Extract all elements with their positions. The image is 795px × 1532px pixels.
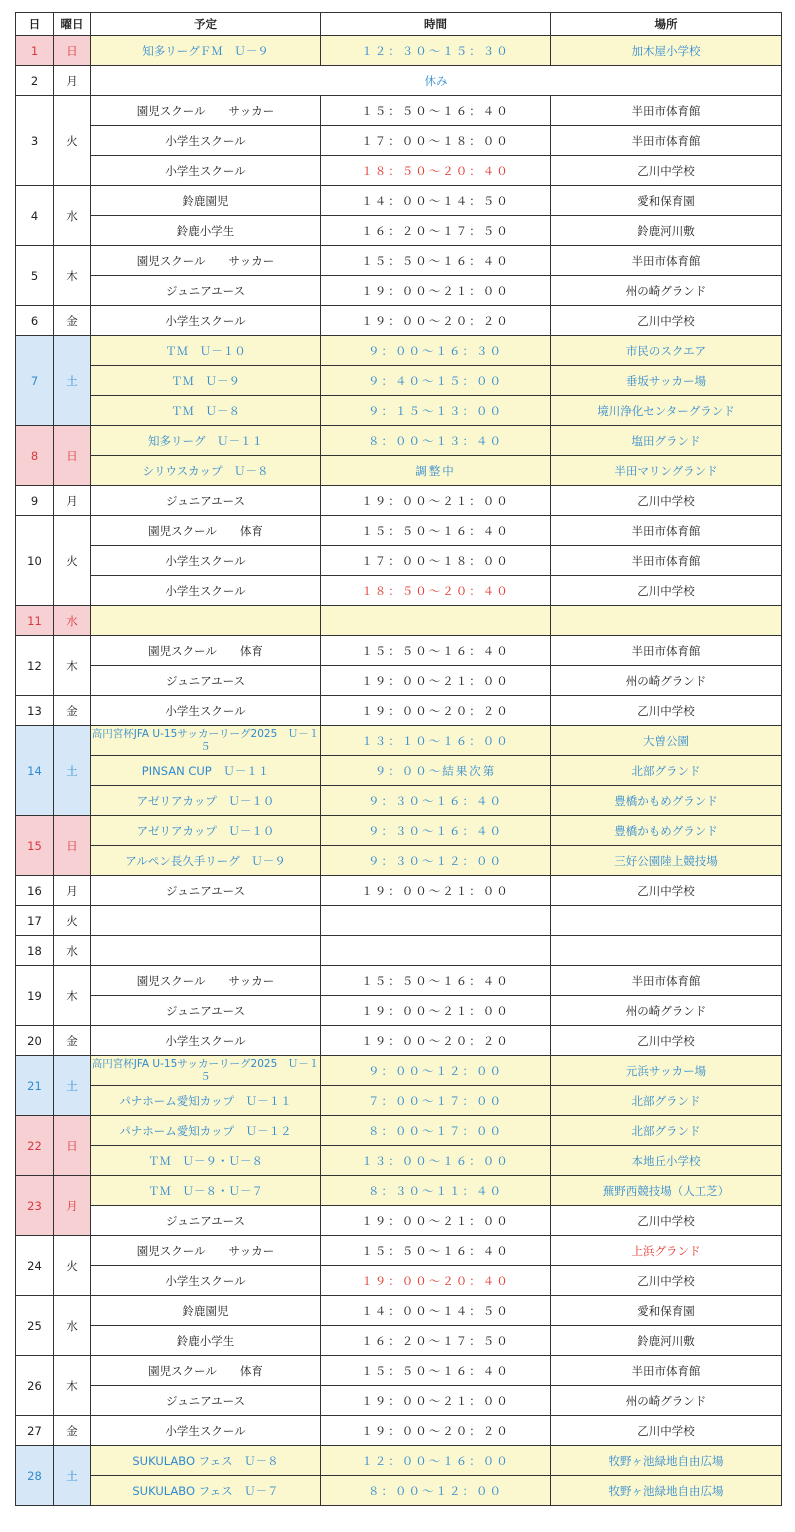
time-cell: １５：５０～１６：４０: [321, 966, 551, 996]
place-cell: 州の崎グランド: [551, 996, 782, 1026]
event-cell: ジュニアユース: [91, 996, 321, 1026]
table-row: [16, 636, 782, 666]
event-cell: SUKULABO フェス Ｕ－７: [91, 1476, 321, 1506]
table-row: [16, 786, 782, 816]
place-cell: 上浜グランド: [551, 1236, 782, 1266]
day-cell: 7: [16, 336, 54, 426]
event-cell: 知多リーグ Ｕ－１１: [91, 426, 321, 456]
event-cell: 園児スクール サッカー: [91, 96, 321, 126]
weekday-cell: 金: [54, 696, 91, 726]
event-cell: 小学生スクール: [91, 126, 321, 156]
weekday-cell: 火: [54, 96, 91, 186]
time-cell: １９：００～２１：００: [321, 486, 551, 516]
table-row: [16, 816, 782, 846]
day-cell: 9: [16, 486, 54, 516]
day-cell: 6: [16, 306, 54, 336]
time-cell: １７：００～１８：００: [321, 546, 551, 576]
event-cell: 園児スクール サッカー: [91, 966, 321, 996]
event-cell: アゼリアカップ Ｕ－１０: [91, 816, 321, 846]
day-cell: 15: [16, 816, 54, 876]
event-cell: 鈴鹿園児: [91, 1296, 321, 1326]
time-cell: ９：４０～１５：００: [321, 366, 551, 396]
weekday-cell: 水: [54, 936, 91, 966]
weekday-cell: 土: [54, 336, 91, 426]
event-cell: ジュニアユース: [91, 486, 321, 516]
time-cell: １９：００～２１：００: [321, 996, 551, 1026]
event-cell: 園児スクール サッカー: [91, 1236, 321, 1266]
time-cell: １５：５０～１６：４０: [321, 96, 551, 126]
place-cell: 乙川中学校: [551, 1026, 782, 1056]
place-cell: 州の崎グランド: [551, 276, 782, 306]
event-cell: 休み: [91, 66, 782, 96]
place-cell: 北部グランド: [551, 756, 782, 786]
table-row: [16, 36, 782, 66]
place-cell: 本地丘小学校: [551, 1146, 782, 1176]
header-event: 予定: [91, 13, 321, 36]
time-cell: １９：００～２１：００: [321, 1206, 551, 1236]
table-row: [16, 696, 782, 726]
day-cell: 10: [16, 516, 54, 606]
table-row: [16, 216, 782, 246]
time-cell: １９：００～２１：００: [321, 1386, 551, 1416]
weekday-cell: 木: [54, 1356, 91, 1416]
weekday-cell: 火: [54, 906, 91, 936]
place-cell: 牧野ヶ池緑地自由広場: [551, 1476, 782, 1506]
event-cell: 小学生スクール: [91, 1026, 321, 1056]
place-cell: 加木屋小学校: [551, 36, 782, 66]
time-cell: ８：００～１３：４０: [321, 426, 551, 456]
table-row: [16, 1056, 782, 1086]
table-row: [16, 666, 782, 696]
time-cell: [321, 936, 551, 966]
place-cell: 乙川中学校: [551, 306, 782, 336]
event-cell: 小学生スクール: [91, 546, 321, 576]
day-cell: 13: [16, 696, 54, 726]
weekday-cell: 金: [54, 306, 91, 336]
table-row: [16, 1116, 782, 1146]
place-cell: 北部グランド: [551, 1086, 782, 1116]
time-cell: １９：００～２１：００: [321, 876, 551, 906]
event-cell: アゼリアカップ Ｕ－１０: [91, 786, 321, 816]
place-cell: 垂坂サッカー場: [551, 366, 782, 396]
table-row: [16, 876, 782, 906]
table-row: [16, 1206, 782, 1236]
place-cell: 乙川中学校: [551, 1206, 782, 1236]
place-cell: 半田市体育館: [551, 636, 782, 666]
time-cell: １９：００～２１：００: [321, 276, 551, 306]
place-cell: 半田市体育館: [551, 96, 782, 126]
place-cell: 愛和保育園: [551, 186, 782, 216]
table-row: [16, 336, 782, 366]
time-cell: ９：３０～１２：００: [321, 846, 551, 876]
table-row: [16, 966, 782, 996]
table-row: [16, 456, 782, 486]
event-cell: ＴＭ Ｕ－８: [91, 396, 321, 426]
time-cell: １５：５０～１６：４０: [321, 1356, 551, 1386]
time-cell: [321, 606, 551, 636]
place-cell: 元浜サッカー場: [551, 1056, 782, 1086]
day-cell: 12: [16, 636, 54, 696]
table-row: [16, 1146, 782, 1176]
event-cell: アルペン長久手リーグ Ｕ－９: [91, 846, 321, 876]
weekday-cell: 水: [54, 1296, 91, 1356]
event-cell: 鈴鹿小学生: [91, 1326, 321, 1356]
table-row: [16, 126, 782, 156]
time-cell: １５：５０～１６：４０: [321, 516, 551, 546]
place-cell: 州の崎グランド: [551, 1386, 782, 1416]
event-cell: 鈴鹿小学生: [91, 216, 321, 246]
table-row: [16, 96, 782, 126]
table-row: [16, 1296, 782, 1326]
event-cell: 小学生スクール: [91, 1266, 321, 1296]
event-cell: 高円宮杯JFA U-15サッカーリーグ2025 Ｕ－１５: [91, 1056, 321, 1086]
day-cell: 14: [16, 726, 54, 816]
time-cell: １８：５０～２０：４０: [321, 156, 551, 186]
time-cell: ８：００～１２：００: [321, 1476, 551, 1506]
weekday-cell: 木: [54, 966, 91, 1026]
place-cell: 半田市体育館: [551, 246, 782, 276]
table-row: [16, 156, 782, 186]
time-cell: １５：５０～１６：４０: [321, 1236, 551, 1266]
weekday-cell: 水: [54, 606, 91, 636]
time-cell: [321, 906, 551, 936]
table-row: [16, 1266, 782, 1296]
table-row: [16, 426, 782, 456]
weekday-cell: 月: [54, 1176, 91, 1236]
event-cell: 小学生スクール: [91, 306, 321, 336]
table-row: [16, 606, 782, 636]
table-row: [16, 516, 782, 546]
weekday-cell: 金: [54, 1416, 91, 1446]
time-cell: ９：００～１２：００: [321, 1056, 551, 1086]
header-row: [16, 13, 782, 36]
time-cell: １３：１０～１６：００: [321, 726, 551, 756]
place-cell: 市民のスクエア: [551, 336, 782, 366]
table-row: [16, 366, 782, 396]
time-cell: １２：００～１６：００: [321, 1446, 551, 1476]
weekday-cell: 土: [54, 1446, 91, 1506]
place-cell: 鈴鹿河川敷: [551, 216, 782, 246]
time-cell: １３：００～１６：００: [321, 1146, 551, 1176]
event-cell: [91, 936, 321, 966]
time-cell: ９：１５～１３：００: [321, 396, 551, 426]
time-cell: ９：３０～１６：４０: [321, 786, 551, 816]
table-row: [16, 246, 782, 276]
schedule-body: [16, 36, 782, 1506]
weekday-cell: 木: [54, 246, 91, 306]
schedule-table: [15, 12, 782, 1506]
place-cell: 鈴鹿河川敷: [551, 1326, 782, 1356]
place-cell: 乙川中学校: [551, 696, 782, 726]
event-cell: 園児スクール サッカー: [91, 246, 321, 276]
table-row: [16, 936, 782, 966]
event-cell: シリウスカップ Ｕ－８: [91, 456, 321, 486]
place-cell: 三好公園陸上競技場: [551, 846, 782, 876]
place-cell: [551, 906, 782, 936]
place-cell: 大曽公園: [551, 726, 782, 756]
table-row: [16, 1446, 782, 1476]
time-cell: １４：００～１４：５０: [321, 1296, 551, 1326]
event-cell: 鈴鹿園児: [91, 186, 321, 216]
event-cell: ジュニアユース: [91, 1386, 321, 1416]
time-cell: １５：５０～１６：４０: [321, 636, 551, 666]
table-row: [16, 996, 782, 1026]
time-cell: １６：２０～１７：５０: [321, 1326, 551, 1356]
event-cell: 小学生スクール: [91, 1416, 321, 1446]
table-row: [16, 546, 782, 576]
table-row: [16, 726, 782, 756]
time-cell: ８：００～１７：００: [321, 1116, 551, 1146]
place-cell: 乙川中学校: [551, 1416, 782, 1446]
time-cell: ８：３０～１１：４０: [321, 1176, 551, 1206]
day-cell: 24: [16, 1236, 54, 1296]
event-cell: ＴＭ Ｕ－９: [91, 366, 321, 396]
place-cell: 半田市体育館: [551, 516, 782, 546]
table-row: [16, 1356, 782, 1386]
place-cell: 北部グランド: [551, 1116, 782, 1146]
place-cell: 豊橋かもめグランド: [551, 816, 782, 846]
place-cell: 乙川中学校: [551, 486, 782, 516]
table-row: [16, 1326, 782, 1356]
table-row: [16, 186, 782, 216]
table-row: [16, 1086, 782, 1116]
day-cell: 27: [16, 1416, 54, 1446]
table-row: [16, 576, 782, 606]
table-row: [16, 276, 782, 306]
day-cell: 20: [16, 1026, 54, 1056]
time-cell: １９：００～２０：４０: [321, 1266, 551, 1296]
time-cell: １４：００～１４：５０: [321, 186, 551, 216]
header-place: 場所: [551, 13, 782, 36]
weekday-cell: 土: [54, 1056, 91, 1116]
day-cell: 1: [16, 36, 54, 66]
weekday-cell: 木: [54, 636, 91, 696]
weekday-cell: 日: [54, 36, 91, 66]
weekday-cell: 日: [54, 1116, 91, 1176]
weekday-cell: 日: [54, 816, 91, 876]
event-cell: PINSAN CUP Ｕ－１１: [91, 756, 321, 786]
day-cell: 3: [16, 96, 54, 186]
weekday-cell: 月: [54, 876, 91, 906]
place-cell: 半田市体育館: [551, 126, 782, 156]
event-cell: 知多リーグＦＭ Ｕ－９: [91, 36, 321, 66]
weekday-cell: 日: [54, 426, 91, 486]
event-cell: 小学生スクール: [91, 156, 321, 186]
weekday-cell: 月: [54, 66, 91, 96]
place-cell: 塩田グランド: [551, 426, 782, 456]
place-cell: 半田市体育館: [551, 546, 782, 576]
place-cell: 境川浄化センターグランド: [551, 396, 782, 426]
time-cell: １９：００～２０：２０: [321, 696, 551, 726]
time-cell: １７：００～１８：００: [321, 126, 551, 156]
header-weekday: 曜日: [54, 13, 91, 36]
table-row: [16, 1236, 782, 1266]
table-row: [16, 1176, 782, 1206]
weekday-cell: 金: [54, 1026, 91, 1056]
time-cell: １５：５０～１６：４０: [321, 246, 551, 276]
event-cell: ジュニアユース: [91, 666, 321, 696]
time-cell: １９：００～２０：２０: [321, 1026, 551, 1056]
event-cell: ジュニアユース: [91, 876, 321, 906]
weekday-cell: 水: [54, 186, 91, 246]
event-cell: ＴＭ Ｕ－９・Ｕ－８: [91, 1146, 321, 1176]
place-cell: [551, 606, 782, 636]
day-cell: 4: [16, 186, 54, 246]
weekday-cell: 土: [54, 726, 91, 816]
event-cell: ＴＭ Ｕ－８・Ｕ－７: [91, 1176, 321, 1206]
event-cell: パナホーム愛知カップ Ｕ－１２: [91, 1116, 321, 1146]
day-cell: 8: [16, 426, 54, 486]
time-cell: １９：００～２０：２０: [321, 306, 551, 336]
place-cell: 蕪野西競技場（人工芝）: [551, 1176, 782, 1206]
weekday-cell: 月: [54, 486, 91, 516]
time-cell: １９：００～２１：００: [321, 666, 551, 696]
place-cell: 愛和保育園: [551, 1296, 782, 1326]
day-cell: 28: [16, 1446, 54, 1506]
weekday-cell: 火: [54, 1236, 91, 1296]
time-cell: １８：５０～２０：４０: [321, 576, 551, 606]
day-cell: 21: [16, 1056, 54, 1116]
time-cell: １９：００～２０：２０: [321, 1416, 551, 1446]
time-cell: ９：３０～１６：４０: [321, 816, 551, 846]
table-row: [16, 66, 782, 96]
place-cell: 牧野ヶ池緑地自由広場: [551, 1446, 782, 1476]
event-cell: 小学生スクール: [91, 696, 321, 726]
day-cell: 17: [16, 906, 54, 936]
time-cell: 調整中: [321, 456, 551, 486]
day-cell: 11: [16, 606, 54, 636]
table-row: [16, 396, 782, 426]
event-cell: ＴＭ Ｕ－１０: [91, 336, 321, 366]
time-cell: ９：００～結果次第: [321, 756, 551, 786]
table-row: [16, 486, 782, 516]
event-cell: 小学生スクール: [91, 576, 321, 606]
event-cell: ジュニアユース: [91, 276, 321, 306]
day-cell: 18: [16, 936, 54, 966]
table-row: [16, 1026, 782, 1056]
weekday-cell: 火: [54, 516, 91, 606]
day-cell: 25: [16, 1296, 54, 1356]
place-cell: [551, 936, 782, 966]
place-cell: 州の崎グランド: [551, 666, 782, 696]
table-row: [16, 756, 782, 786]
table-row: [16, 1476, 782, 1506]
day-cell: 5: [16, 246, 54, 306]
event-cell: 園児スクール 体育: [91, 516, 321, 546]
place-cell: 半田市体育館: [551, 966, 782, 996]
place-cell: 豊橋かもめグランド: [551, 786, 782, 816]
event-cell: [91, 906, 321, 936]
header-time: 時間: [321, 13, 551, 36]
event-cell: SUKULABO フェス Ｕ－８: [91, 1446, 321, 1476]
event-cell: 園児スクール 体育: [91, 1356, 321, 1386]
event-cell: パナホーム愛知カップ Ｕ－１１: [91, 1086, 321, 1116]
day-cell: 23: [16, 1176, 54, 1236]
event-cell: 高円宮杯JFA U-15サッカーリーグ2025 Ｕ－１５: [91, 726, 321, 756]
place-cell: 乙川中学校: [551, 576, 782, 606]
day-cell: 26: [16, 1356, 54, 1416]
time-cell: ７：００～１７：００: [321, 1086, 551, 1116]
place-cell: 乙川中学校: [551, 876, 782, 906]
place-cell: 半田市体育館: [551, 1356, 782, 1386]
event-cell: [91, 606, 321, 636]
event-cell: 園児スクール 体育: [91, 636, 321, 666]
event-cell: ジュニアユース: [91, 1206, 321, 1236]
header-day: 日: [16, 13, 54, 36]
table-row: [16, 906, 782, 936]
table-row: [16, 1416, 782, 1446]
time-cell: １２：３０～１５：３０: [321, 36, 551, 66]
place-cell: 乙川中学校: [551, 156, 782, 186]
table-row: [16, 1386, 782, 1416]
place-cell: 乙川中学校: [551, 1266, 782, 1296]
time-cell: ９：００～１６：３０: [321, 336, 551, 366]
day-cell: 2: [16, 66, 54, 96]
day-cell: 19: [16, 966, 54, 1026]
day-cell: 16: [16, 876, 54, 906]
place-cell: 半田マリングランド: [551, 456, 782, 486]
day-cell: 22: [16, 1116, 54, 1176]
table-row: [16, 306, 782, 336]
table-row: [16, 846, 782, 876]
time-cell: １６：２０～１７：５０: [321, 216, 551, 246]
